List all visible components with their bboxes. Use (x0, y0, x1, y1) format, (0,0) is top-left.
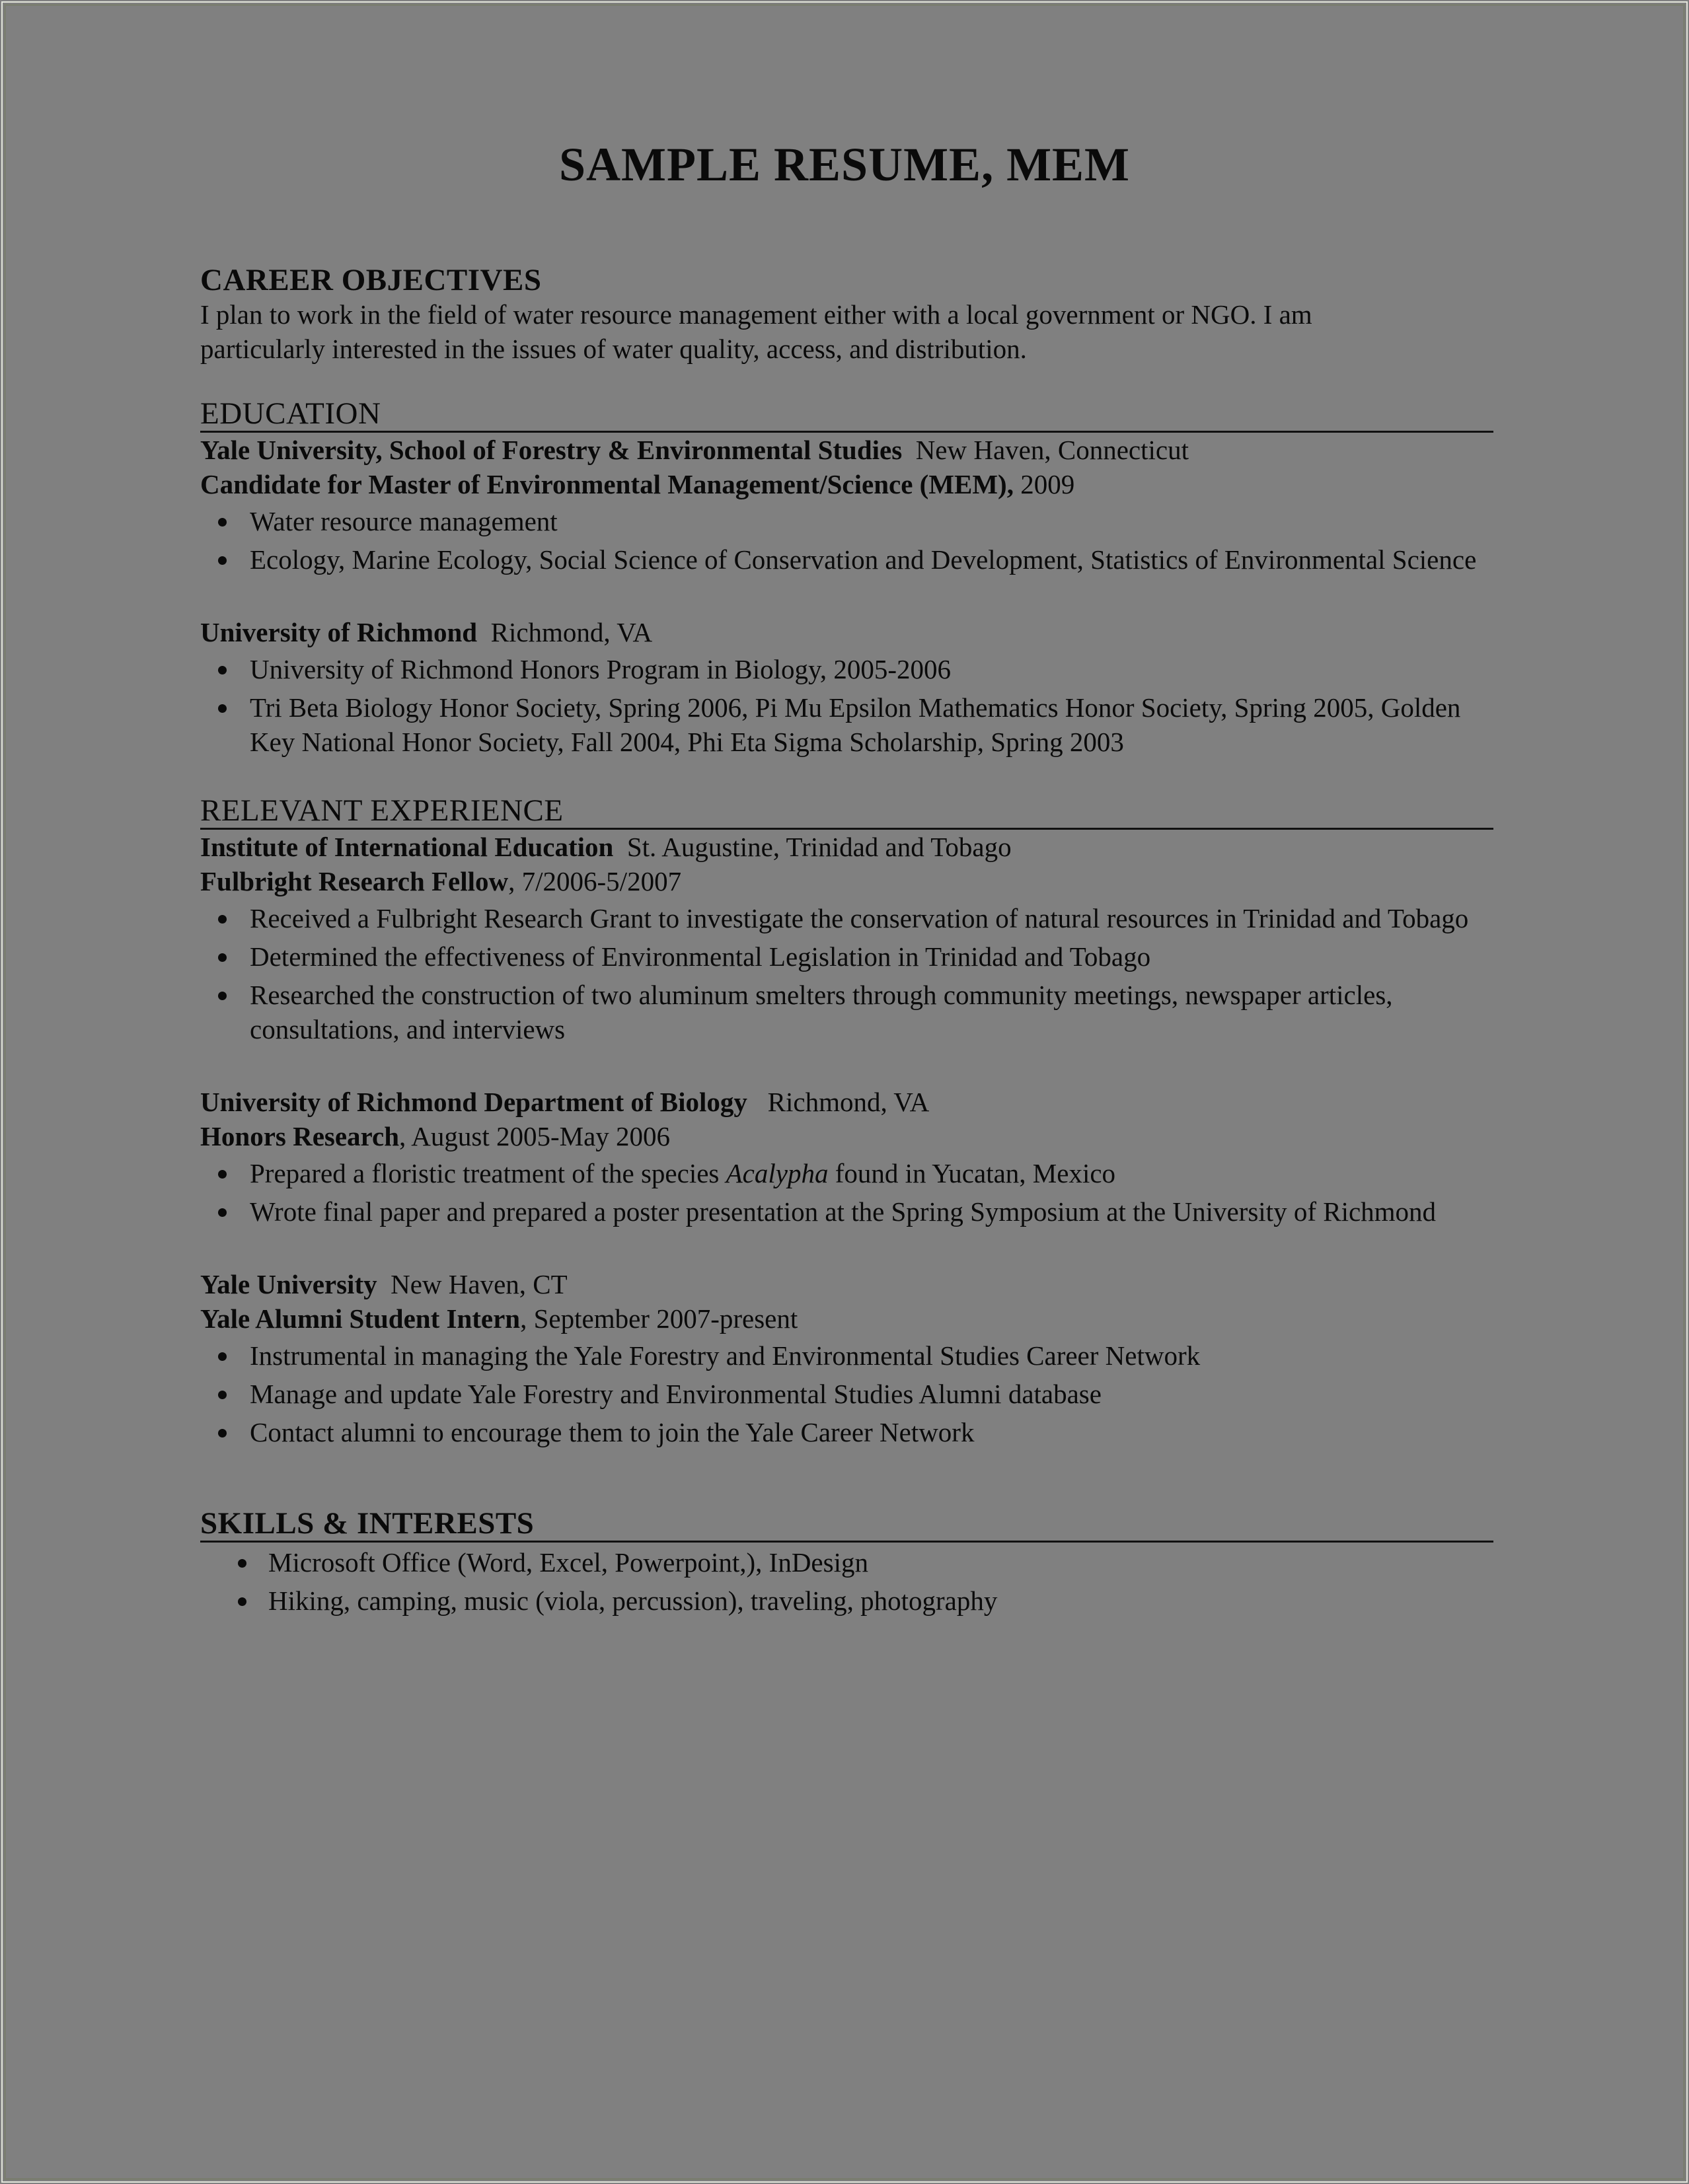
role-title: Yale Alumni Student Intern (200, 1303, 521, 1334)
bullet-icon (218, 1170, 227, 1179)
degree-year: 2009 (1020, 469, 1075, 499)
institution-name: University of Richmond (200, 617, 478, 647)
list-item (200, 542, 1493, 577)
list-item-text: Researched the construction of two aluminum smelters through community meetings, newspaper articles, consultations, and interviews (250, 980, 1393, 1044)
experience-entry-yale-intern (200, 1267, 1493, 1449)
entry-header (200, 615, 1493, 649)
role-line (200, 1301, 1493, 1336)
bullet-icon (218, 556, 227, 565)
degree-line (200, 467, 1493, 501)
spacer (200, 581, 1493, 615)
organization-location: St. Augustine, Trinidad and Tobago (626, 832, 1012, 862)
list-item-text: Instrumental in managing the Yale Forestry and Environmental Studies Career Network (250, 1340, 1201, 1371)
section-heading-experience: RELEVANT EXPERIENCE (200, 793, 564, 828)
bullet-icon (218, 1429, 227, 1438)
institution-location: New Haven, Connecticut (915, 435, 1189, 465)
bullet-icon (218, 1352, 227, 1361)
bullet-icon (218, 915, 227, 924)
list-item-text: Tri Beta Biology Honor Society, Spring 2006, Pi Mu Epsilon Mathematics Honor Society, Spring 2005, Golden Key National Honor Society, Fall 2004, Phi Eta Sigma Scholarship, Spring 2003 (250, 692, 1461, 757)
experience-entry-richmond-biology (200, 1085, 1493, 1229)
bullet-icon (218, 666, 227, 674)
bullet-icon (218, 704, 227, 713)
list-item-text: Received a Fulbright Research Grant to investigate the conservation of natural resources in Trinidad and Tobago (250, 903, 1469, 933)
spacer (200, 1453, 1493, 1506)
section-experience (200, 793, 1493, 1449)
list-item (200, 1194, 1493, 1229)
bullet-icon (218, 1208, 227, 1217)
section-heading-skills: SKILLS & INTERESTS (200, 1506, 535, 1541)
bullet-icon (218, 953, 227, 962)
spacer (200, 763, 1493, 793)
objective-text-line-1: I plan to work in the field of water resource management either with a local government or NGO. I am (200, 299, 1312, 330)
list-item-text: Ecology, Marine Ecology, Social Science of Conservation and Development, Statistics of Environmental Science (250, 544, 1477, 575)
role-dates: , September 2007-present (520, 1303, 798, 1334)
role-title: Fulbright Research Fellow (200, 866, 509, 896)
role-line (200, 864, 1493, 898)
list-item (200, 504, 1493, 538)
education-entry-richmond (200, 615, 1493, 759)
degree-name: Candidate for Master of Environmental Management/Science (MEM), (200, 469, 1014, 499)
role-title: Honors Research (200, 1121, 400, 1151)
resume-body (200, 263, 1493, 1622)
section-skills (200, 1506, 1493, 1618)
entry-header (200, 433, 1493, 467)
institution-location: Richmond, VA (490, 617, 653, 647)
resume-title: SAMPLE RESUME, MEM (559, 138, 1130, 192)
list-item (200, 901, 1493, 935)
list-item (200, 1156, 1493, 1190)
list-item-text: Microsoft Office (Word, Excel, Powerpoint,), InDesign (268, 1547, 868, 1578)
bullet-icon (218, 992, 227, 1000)
list-item-text: Wrote final paper and prepared a poster presentation at the Spring Symposium at the University of Richmond (250, 1196, 1437, 1227)
objective-text-line-2: particularly interested in the issues of water quality, access, and distribution. (200, 334, 1027, 364)
species-name: Acalypha (726, 1158, 829, 1188)
entry-header (200, 1085, 1493, 1119)
entry-header (200, 1267, 1493, 1301)
role-dates: , August 2005-May 2006 (399, 1121, 671, 1151)
section-divider (200, 1541, 1493, 1543)
list-item-text: Prepared a floristic treatment of the species (250, 1158, 726, 1188)
list-item (200, 978, 1493, 1046)
institution-name: Yale University, School of Forestry & Environmental Studies (200, 435, 903, 465)
education-entry-yale (200, 433, 1493, 577)
organization-name: Yale University (200, 1269, 377, 1299)
spacer (200, 1233, 1493, 1267)
spacer (200, 1050, 1493, 1085)
section-heading-career-objectives: CAREER OBJECTIVES (200, 263, 542, 297)
list-item (200, 1583, 1493, 1618)
bullet-icon (238, 1597, 246, 1606)
list-item-text: Determined the effectiveness of Environmental Legislation in Trinidad and Tobago (250, 941, 1151, 972)
bullet-icon (218, 518, 227, 527)
bullet-list (200, 1156, 1493, 1229)
bullet-icon (218, 1391, 227, 1399)
list-item (200, 939, 1493, 974)
bullet-list (200, 652, 1493, 759)
organization-name: University of Richmond Department of Biology (200, 1087, 747, 1117)
list-item-text: Hiking, camping, music (viola, percussion), traveling, photography (268, 1585, 998, 1616)
bullet-list (200, 1338, 1493, 1449)
section-education (200, 396, 1493, 759)
experience-entry-iie (200, 830, 1493, 1046)
organization-location: Richmond, VA (767, 1087, 930, 1117)
bullet-list (200, 504, 1493, 577)
role-dates: , 7/2006-5/2007 (508, 866, 682, 896)
organization-name: Institute of International Education (200, 832, 614, 862)
list-item-text: found in Yucatan, Mexico (828, 1158, 1116, 1188)
list-item-text: Manage and update Yale Forestry and Environmental Studies Alumni database (250, 1379, 1102, 1409)
organization-location: New Haven, CT (391, 1269, 568, 1299)
bullet-icon (238, 1559, 246, 1568)
list-item (200, 690, 1493, 759)
list-item (200, 1377, 1493, 1411)
list-item (200, 652, 1493, 686)
list-item (200, 1545, 1493, 1580)
bullet-list (200, 1545, 1493, 1618)
entry-header (200, 830, 1493, 864)
bullet-list (200, 901, 1493, 1046)
list-item (200, 1415, 1493, 1449)
list-item-text: University of Richmond Honors Program in Biology, 2005-2006 (250, 654, 951, 684)
list-item (200, 1338, 1493, 1373)
section-career-objectives (200, 263, 1493, 366)
list-item-text: Water resource management (250, 506, 558, 536)
spacer (200, 366, 1493, 396)
list-item-text: Contact alumni to encourage them to join the Yale Career Network (250, 1417, 975, 1447)
role-line (200, 1119, 1493, 1153)
section-heading-education: EDUCATION (200, 396, 381, 431)
